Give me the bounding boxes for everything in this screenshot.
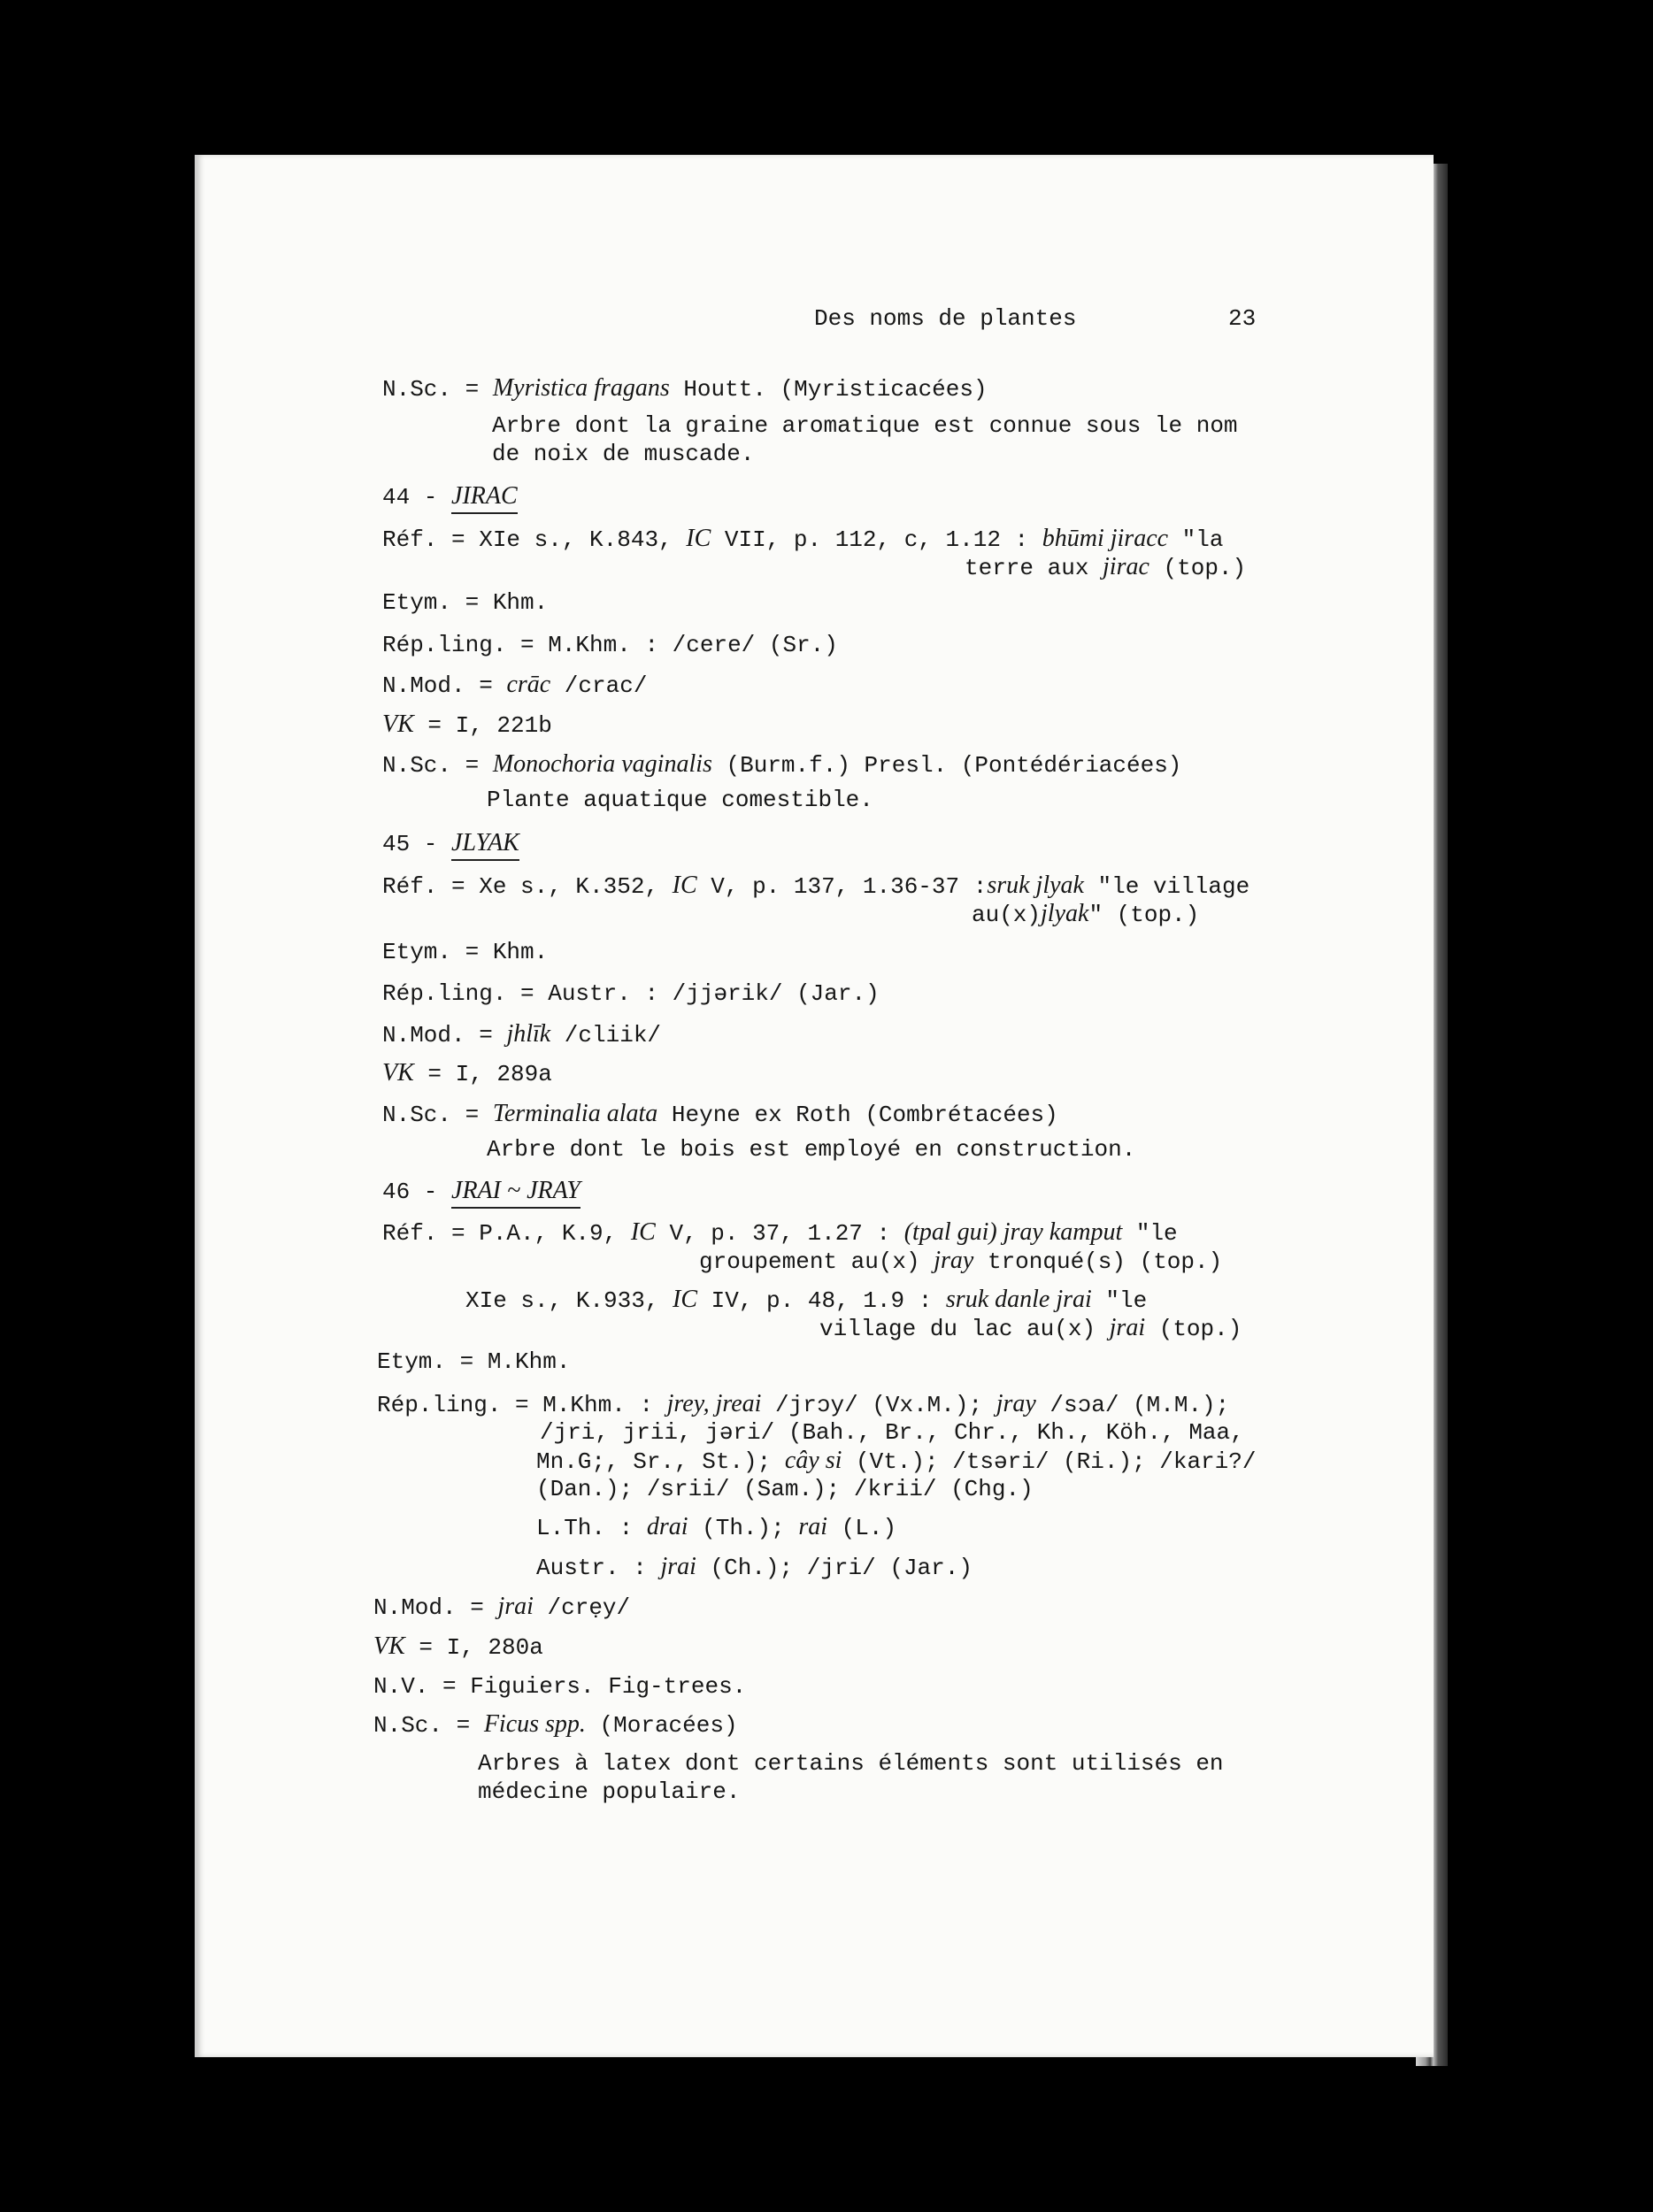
- page-number: 23: [1228, 305, 1257, 332]
- book-page: [195, 155, 1434, 2057]
- entry-line: Rép.ling. = M.Khm. : jrey, jreai /jrɔy/ (Vx.M.); jray /sɔa/ (M.M.);: [377, 1390, 1230, 1418]
- entry-line: Réf. = P.A., K.9, IC V, p. 37, 1.27 : (tpal gui) jray kamput "le: [382, 1218, 1178, 1247]
- entry-line: /jri, jrii, jəri/ (Bah., Br., Chr., Kh., Köh., Maa,: [540, 1419, 1244, 1446]
- entry-line: N.Sc. = Terminalia alata Heyne ex Roth (Combrétacées): [382, 1100, 1058, 1128]
- entry-line: XIe s., K.933, IC IV, p. 48, 1.9 : sruk danle jrai "le: [465, 1286, 1148, 1314]
- entry-line: (Dan.); /srii/ (Sam.); /krii/ (Chg.): [536, 1476, 1034, 1502]
- entry-line: Mn.G;, Sr., St.); cây si (Vt.); /tsəri/ (Ri.); /kari?/: [536, 1447, 1257, 1475]
- entry-line: Arbres à latex dont certains éléments sont utilisés en: [478, 1750, 1224, 1777]
- entry-line: au(x)jlyak" (top.): [972, 900, 1200, 928]
- entry-line: Etym. = Khm.: [382, 589, 549, 616]
- entry-line: L.Th. : drai (Th.); rai (L.): [536, 1513, 897, 1541]
- entry-line: Réf. = Xe s., K.352, IC V, p. 137, 1.36-37 :sruk jlyak "le village: [382, 872, 1250, 900]
- entry-line: N.Mod. = jrai /crẹy/: [373, 1593, 631, 1621]
- entry-line: village du lac au(x) jrai (top.): [819, 1314, 1242, 1342]
- entry-line: Arbre dont la graine aromatique est connue sous le nom: [492, 412, 1238, 439]
- entry-line: N.Sc. = Ficus spp. (Moracées): [373, 1710, 738, 1739]
- entry-heading: 44 - JIRAC: [382, 482, 518, 514]
- entry-line: N.V. = Figuiers. Fig-trees.: [373, 1673, 747, 1700]
- entry-line: Austr. : jrai (Ch.); /jri/ (Jar.): [536, 1553, 973, 1581]
- entry-line: Etym. = M.Khm.: [377, 1348, 571, 1375]
- entry-line: N.Mod. = jhlīk /cliik/: [382, 1020, 662, 1048]
- entry-line: médecine populaire.: [478, 1778, 741, 1805]
- entry-heading: 46 - JRAI ~ JRAY: [382, 1177, 580, 1209]
- entry-heading: 45 - JLYAK: [382, 829, 519, 861]
- entry-line: VK = I, 221b: [382, 710, 552, 739]
- entry-line: Rép.ling. = Austr. : /jjərik/ (Jar.): [382, 980, 880, 1007]
- entry-line: Arbre dont le bois est employé en construction.: [487, 1136, 1136, 1163]
- entry-line: VK = I, 289a: [382, 1059, 552, 1087]
- entry-line: Plante aquatique comestible.: [487, 787, 873, 813]
- entry-line: groupement au(x) jray tronqué(s) (top.): [699, 1247, 1223, 1275]
- entry-line: N.Sc. = Monochoria vaginalis (Burm.f.) Presl. (Pontédériacées): [382, 750, 1182, 779]
- entry-line: Réf. = XIe s., K.843, IC VII, p. 112, c, 1.12 : bhūmi jiracc "la: [382, 525, 1224, 553]
- running-title: Des noms de plantes: [814, 305, 1077, 332]
- entry-line: Rép.ling. = M.Khm. : /cere/ (Sr.): [382, 632, 838, 658]
- entry-line: N.Sc. = Myristica fragans Houtt. (Myristicacées): [382, 374, 988, 403]
- entry-line: de noix de muscade.: [492, 441, 755, 467]
- entry-line: Etym. = Khm.: [382, 939, 549, 965]
- entry-line: VK = I, 280a: [373, 1632, 543, 1661]
- entry-line: N.Mod. = crāc /crac/: [382, 671, 648, 699]
- entry-line: terre aux jirac (top.): [965, 553, 1247, 581]
